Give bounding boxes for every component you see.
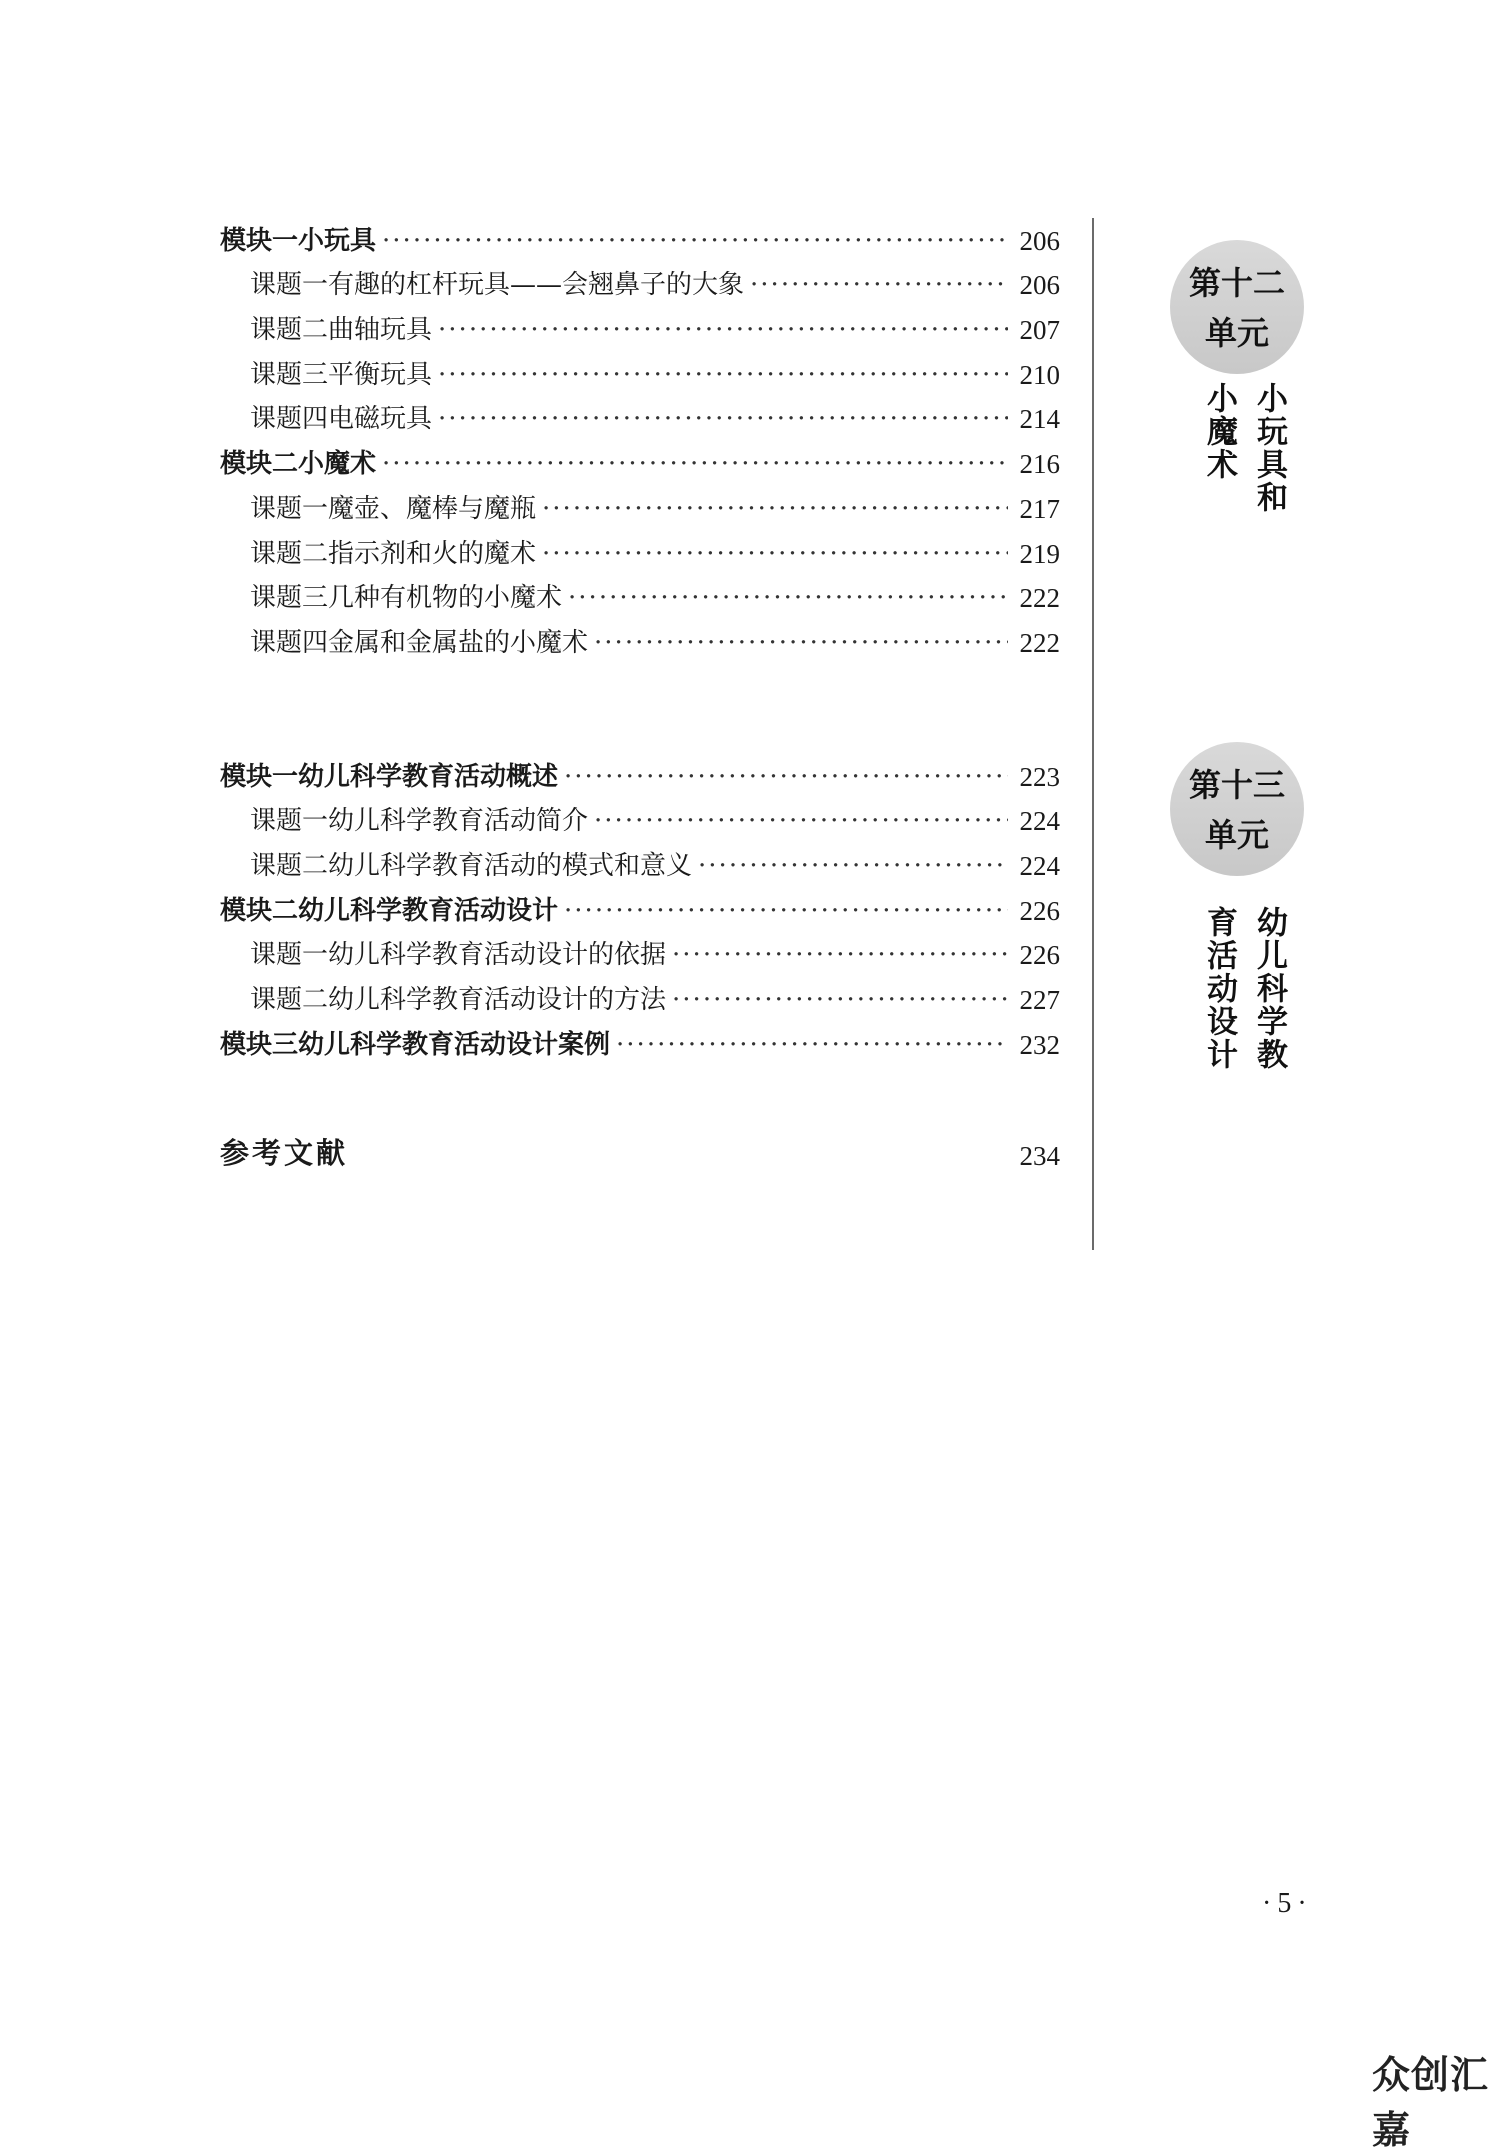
entry-title: 幼儿科学教育活动概述 — [298, 761, 559, 792]
entry-title: 幼儿科学教育活动设计 — [298, 895, 559, 926]
unit13-title: 幼儿科学教育活动设计 — [1201, 906, 1287, 1071]
toc-entry[interactable] — [220, 480, 1060, 525]
unit12-badge — [1170, 240, 1304, 374]
entry-number: 课题三 — [250, 359, 329, 390]
toc-entry[interactable] — [220, 525, 1060, 570]
entry-title: 幼儿科学教育活动简介 — [328, 806, 589, 837]
entry-page: 226 — [1019, 940, 1060, 971]
entry-number: 课题三 — [250, 583, 329, 614]
toc-entry[interactable] — [220, 837, 1060, 882]
toc-entry[interactable] — [220, 301, 1060, 346]
entry-number: 课题四 — [250, 627, 329, 658]
leader-dots — [438, 403, 1008, 435]
entry-title: 有趣的杠杆玩具——会翘鼻子的大象 — [328, 270, 745, 301]
leader-dots — [564, 761, 1008, 793]
leader-dots — [542, 538, 1008, 570]
entry-page: 207 — [1019, 315, 1060, 346]
entry-number: 课题一 — [250, 806, 329, 837]
leader-dots — [594, 805, 1008, 837]
leader-dots — [564, 895, 1008, 927]
leader-dots — [542, 493, 1008, 525]
badge-unit-number: 第十二 — [1188, 264, 1285, 302]
unit12-title: 小玩具和小魔术 — [1201, 382, 1287, 514]
divider-line — [1092, 218, 1094, 1250]
entry-page: 224 — [1019, 851, 1060, 882]
entry-page: 222 — [1019, 627, 1060, 658]
toc-entry[interactable] — [220, 971, 1060, 1016]
toc-entry[interactable] — [220, 748, 1060, 793]
entry-title: 魔壶、魔棒与魔瓶 — [328, 493, 537, 524]
leader-dots — [438, 314, 1008, 346]
entry-number: 课题一 — [250, 493, 329, 524]
entry-page: 226 — [1019, 895, 1060, 926]
entry-page: 222 — [1019, 583, 1060, 614]
toc-entry[interactable] — [220, 346, 1060, 391]
entry-page: 224 — [1019, 806, 1060, 837]
toc-entry[interactable] — [220, 391, 1060, 436]
leader-dots — [382, 448, 1008, 480]
entry-title: 小玩具 — [298, 225, 377, 256]
references-page: 234 — [1019, 1141, 1060, 1171]
entry-number: 课题四 — [250, 404, 329, 435]
leader-dots — [750, 269, 1008, 301]
references-entry[interactable] — [220, 1128, 1060, 1172]
entry-number: 模块一 — [220, 225, 299, 256]
leader-dots — [672, 939, 1008, 971]
leader-dots — [382, 225, 1008, 257]
toc-entry[interactable] — [220, 257, 1060, 302]
watermark: 众创汇嘉 — [1372, 2053, 1490, 2152]
page-number: ·5· — [1262, 1888, 1313, 1919]
references-title: 参考文献 — [220, 1136, 349, 1170]
leader-dots — [616, 1029, 1008, 1061]
entry-page: 214 — [1019, 404, 1060, 435]
toc-entry[interactable] — [220, 882, 1060, 927]
badge-unit-label: 单元 — [1204, 816, 1269, 854]
leader-dots — [568, 582, 1008, 614]
entry-number: 模块二 — [220, 895, 299, 926]
entry-title: 电磁玩具 — [328, 404, 433, 435]
badge-unit-number: 第十三 — [1188, 766, 1285, 804]
entry-number: 模块三 — [220, 1029, 299, 1060]
entry-title: 幼儿科学教育活动设计的方法 — [328, 985, 667, 1016]
leader-dots — [594, 627, 1008, 659]
references-toc — [220, 1128, 1060, 1172]
entry-number: 课题二 — [250, 315, 329, 346]
entry-title: 幼儿科学教育活动设计案例 — [298, 1029, 611, 1060]
entry-number: 课题二 — [250, 538, 329, 569]
entry-number: 课题一 — [250, 270, 329, 301]
unit13-badge — [1170, 742, 1304, 876]
toc-entry[interactable] — [220, 212, 1060, 257]
entry-title: 幼儿科学教育活动设计的依据 — [328, 940, 667, 971]
badge-unit-label: 单元 — [1204, 314, 1269, 352]
entry-title: 幼儿科学教育活动的模式和意义 — [328, 851, 693, 882]
toc-entry[interactable] — [220, 1016, 1060, 1061]
entry-title: 金属和金属盐的小魔术 — [328, 627, 589, 658]
toc-entry[interactable] — [220, 570, 1060, 615]
entry-page: 216 — [1019, 449, 1060, 480]
unit13-toc — [220, 748, 1060, 1061]
toc-entry[interactable] — [220, 793, 1060, 838]
unit12-toc — [220, 212, 1060, 659]
entry-number: 模块二 — [220, 449, 299, 480]
leader-dots — [698, 850, 1008, 882]
entry-title: 小魔术 — [298, 449, 377, 480]
entry-title: 平衡玩具 — [328, 359, 433, 390]
leader-dots — [672, 984, 1008, 1016]
entry-title: 曲轴玩具 — [328, 315, 433, 346]
entry-page: 217 — [1019, 493, 1060, 524]
entry-page: 232 — [1019, 1029, 1060, 1060]
entry-page: 210 — [1019, 359, 1060, 390]
entry-page: 223 — [1019, 761, 1060, 792]
entry-title: 指示剂和火的魔术 — [328, 538, 537, 569]
toc-entry[interactable] — [220, 927, 1060, 972]
entry-page: 227 — [1019, 985, 1060, 1016]
leader-dots — [438, 359, 1008, 391]
entry-number: 模块一 — [220, 761, 299, 792]
entry-page: 219 — [1019, 538, 1060, 569]
entry-number: 课题二 — [250, 985, 329, 1016]
toc-entry[interactable] — [220, 614, 1060, 659]
entry-number: 课题二 — [250, 851, 329, 882]
entry-title: 几种有机物的小魔术 — [328, 583, 563, 614]
entry-number: 课题一 — [250, 940, 329, 971]
toc-entry[interactable] — [220, 435, 1060, 480]
entry-page: 206 — [1019, 270, 1060, 301]
entry-page: 206 — [1019, 225, 1060, 256]
